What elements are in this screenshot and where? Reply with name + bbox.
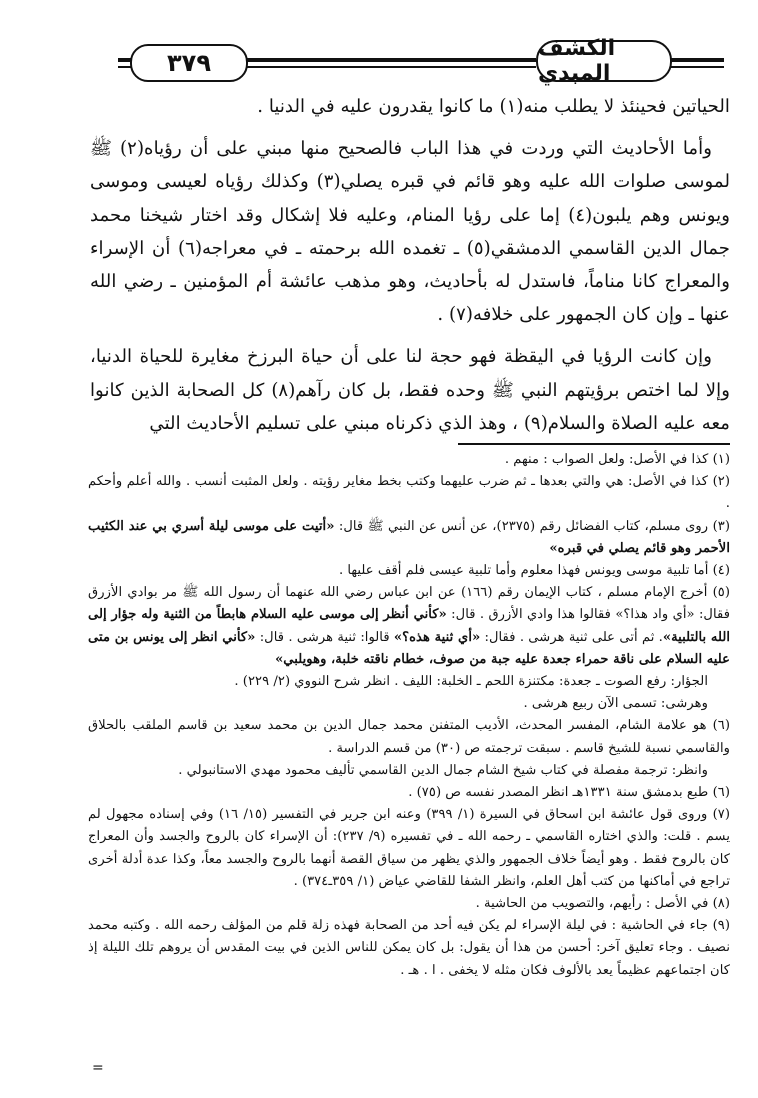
footnote-5 (88, 582, 730, 671)
footnote-1: (١) كذا في الأصل: ولعل الصواب : منهم . (504, 452, 730, 467)
main-text (90, 88, 730, 440)
footnote-5-text-2: . ثم أتى على ثنية هرشى . فقال: (480, 629, 663, 645)
footnote-5-text-3: قالوا: ثنية هرشى . قال: (255, 629, 394, 645)
body-paragraph-1: الحياتين فحينئذ لا يطلب منه(١) ما كانوا يقدرون عليه في الدنيا . (257, 96, 730, 117)
footnote-3-text: (٣) روى مسلم، كتاب الفضائل رقم (٢٣٧٥)، عن أنس عن النبي ﷺ قال: (334, 518, 730, 534)
footnote-5-glossary: الجؤار: رفع الصوت ـ جعدة: مكتنزة اللحم ـ الخلبة: الليف . انظر شرح النووي (٢/ ٢٢٩) . (234, 674, 708, 690)
footnote-6-print: (٦) طبع بدمشق سنة ١٣٣١هـ انظر المصدر نفسه ص (٧٥) . (408, 785, 730, 801)
footnote-5-place: وهرشى: تسمى الآن ربيع هرشى . (523, 696, 708, 712)
body-paragraph-2: وأما الأحاديث التي وردت في هذا الباب فالصحيح منها مبني على أن رؤياه(٢) ﷺ لموسى صلوات الله عليه وهو قائم في قبره يصلي(٣) وكذلك رؤياه لعيسى وموسى ويونس وهم يلبون(٤) إما على رؤيا المنام، وعليه فلا إشكال وقد اختار شيخنا محمد جمال الدين القاسمي الدمشقي(٥) ـ تغمده الله برحمته ـ في معراجه(٦) أن الإسراء والمعراج كانا مناماً، فاستدل له بأحاديث، وهو مذهب عائشة أم المؤمنين ـ رضي الله عنها ـ وإن كان الجمهور على خلافه(٧) . (90, 138, 730, 326)
continuation-mark: = (92, 1060, 104, 1076)
footnote-5-text: (٥) أخرج الإمام مسلم ، كتاب الإيمان رقم (١٦٦) عن ابن عباس رضي الله عنهما أن رسول الله ﷺ مر بوادي الأزرق فقال: «أي واد هذا؟» فقالوا هذا وادي الأزرق . قال: (88, 585, 731, 623)
footnotes (88, 449, 730, 982)
footnote-9: (٩) جاء في الحاشية : في ليلة الإسراء لم يكن فيه أحد من الصحابة فهذه زلة قلم من المؤلف رحمه الله . وكتبه محمد نصيف . وجاء تعليق آخر: أحسن من هذا أن يقول: بل كان يمكن للناس الذين في بيت المقدس أن يروهم تلك الليلة إذ كان اجتماعهم عظيماً يعد بالألوف فكان مثله لا يخفى . ا . هـ . (88, 918, 730, 978)
footnote-separator (458, 443, 730, 445)
footnote-7: (٧) وروى قول عائشة ابن اسحاق في السيرة (١/ ٣٩٩) وعنه ابن جرير في التفسير (١٥/ ١٦) وفي إسناده مجهول لم يسم . قلت: والذي اختاره القاسمي ـ رحمه الله ـ في تفسيره (٩/ ٢٣٧): أن الإسراء كان بالروح والجسد وأن المعراج كان بالروح فقط . وهو أيضاً خلاف الجمهور والذي يظهر من سياق القصة أنهما بالروح والجسد معاً، وكذا عدة أدلة أخرى تراجع في أماكنها من كتب أهل العلم، وانظر الشفا للقاضي عياض (١/ ٣٥٩ـ٣٧٤) . (88, 807, 730, 889)
page-number: ٣٧٩ (130, 44, 248, 82)
footnote-2: (٢) كذا في الأصل: هي والتي بعدها ـ ثم ضرب عليهما وكتب بخط مغاير رؤيته . ولعل المثبت أنسب . والله أعلم وأحكم . (88, 474, 730, 512)
header-rule-right-thin (668, 66, 724, 68)
body-paragraph-3: وإن كانت الرؤيا في اليقظة فهو حجة لنا على أن حياة البرزخ مغايرة للحياة الدنيا، وإلا لما اختص برؤيتهم النبي ﷺ وحده فقط، بل كان رآهم(٨) كل الصحابة الذين كانوا معه عليه الصلاة والسلام(٩) ، وهذ الذي ذكرناه مبني على تسليم الأحاديث التي (90, 346, 731, 434)
footnote-8: (٨) في الأصل : رأيهم، والتصويب من الحاشية . (475, 896, 730, 912)
footnote-3 (88, 516, 730, 560)
footnote-6: (٦) هو علامة الشام، المفسر المحدث، الأديب المتفنن محمد جمال الدين بن محمد سعيد بن قاسم الملقب بالحلاق والقاسمي نسبة للشيخ قاسم . سبقت ترجمته ص (٣٠) من قسم الدراسة . (88, 718, 730, 756)
footnote-6-see-also: وانظر: ترجمة مفصلة في كتاب شيخ الشام جمال الدين القاسمي تأليف محمود مهدي الاستانبولي . (178, 762, 708, 778)
footnote-5-hadith-2: «كأني انظر إلى يونس بن متى عليه السلام على ناقة حمراء جعدة عليه جبة من صوف، خطام ناقته خلبة، وهويلبي» (88, 629, 730, 667)
header-rule-right (668, 58, 724, 62)
page-header (0, 0, 758, 86)
footnote-5-quote: «أي ثنية هذه؟» (393, 629, 481, 645)
footnote-3-hadith: «أتيت على موسى ليلة أسري بي عند الكثيب الأحمر وهو قائم يصلي في قبره» (88, 518, 730, 556)
footnote-4: (٤) أما تلبية موسى ويونس فهذا معلوم وأما تلبية عيسى فلم أقف عليها . (338, 563, 730, 579)
footnote-5-hadith-1: «كأني أنظر إلى موسى عليه السلام هابطاً من الثنية وله جؤار إلى الله بالتلبية» (88, 607, 730, 645)
running-title: الكشف المبدي (536, 40, 672, 82)
